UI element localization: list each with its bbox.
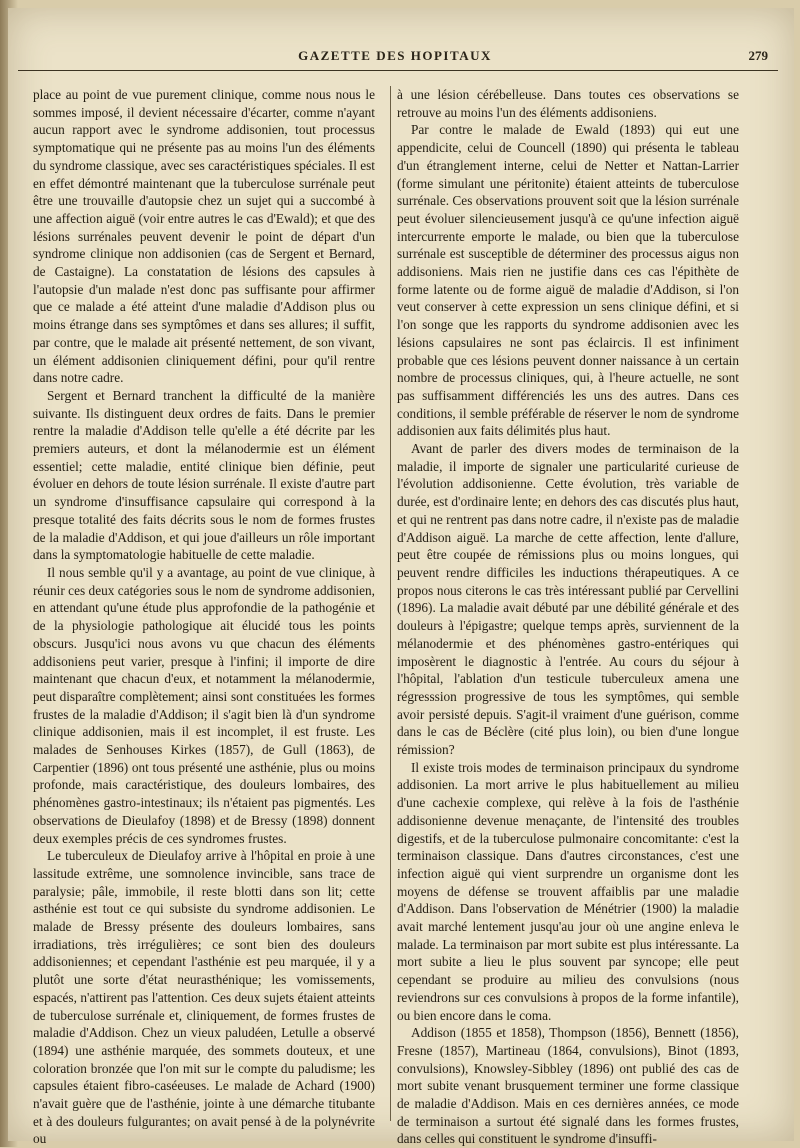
right-column <box>397 86 739 1147</box>
page-header <box>20 38 770 78</box>
left-column <box>33 86 375 1147</box>
paragraph: Le tuberculeux de Dieulafoy arrive à l'hôpital en proie à une lassitude extrême, une somnolence invincible, sans trace de paralysie; pâle, immobile, il reste blotti dans son lit; cette asthénie est tout ce qui subsiste du syndrome addisonien. Le malade de Bressy présente des douleurs lombaires, sans irradiations, très irrégulières; ce sont bien des douleurs addisoniennes; et cependant l'asthénie est peu marquée, il y a plutôt une sorte d'état neurasthénique; les vomissements, espacés, n'attirent pas l'attention. Ces deux sujets étaient atteints de tuberculose surrénale et, cliniquement, de formes frustes de maladie d'Addison. Chez un vieux paludéen, Letulle a observé (1894) une asthénie marquée, des sommets douteux, et une coloration bronzée que l'on mit sur le compte du paludisme; les capsules étaient fibro-caséeuses. Le malade de Achard (1900) n'avait guère que de l'asthénie, jointe à une démarche titubante et à des douleurs fulgurantes; on avait pensé à de la polynévrite ou <box>33 848 375 1147</box>
header-rule <box>18 70 778 71</box>
page-number: 279 <box>748 48 768 63</box>
column-rule <box>390 86 391 1121</box>
running-title: GAZETTE DES HOPITAUX <box>298 48 492 63</box>
paragraph: Il existe trois modes de terminaison principaux du syndrome addisonien. La mort arrive le plus habituellement au milieu d'une cachexie complexe, qui relève à la fois de l'asthénie addisonienne devenue menaçante, de l'intensité des troubles digestifs, et de la tuberculose pulmonaire concomitante: c'est la terminaison classique. Dans d'autres circonstances, c'est une infection aiguë qui vient surprendre un organisme dont les moyens de défense se trouvent affaiblis par une maladie d'Addison. Dans l'observation de Ménétrier (1900) la maladie avait marché lentement jusqu'au jour où une angine enleva le malade. La terminaison par mort subite est plus intéressante. La mort subite a lieu le plus souvent par syncope; elle peut cependant se produire au milieu des convulsions (nous reviendrons sur ces convulsions à propos de la forme infantile), ou bien encore dans le coma. <box>397 759 739 1023</box>
paragraph: Avant de parler des divers modes de terminaison de la maladie, il importe de signaler une particularité curieuse de l'évolution addisonienne. Cette évolution, très variable de durée, est d'ordinaire lente; en dehors des cas discutés plus haut, et qui ne rentrent pas dans notre cadre, il n'existe pas de maladie d'Addison aiguë. La marche de cette affection, lente d'allure, peut être coupée de rémissions plus ou moins longues, qui peuvent rendre difficiles les inductions thérapeutiques. A ce propos nous citerons le cas très intéressant publié par Cervellini (1896). La maladie avait débuté par une débilité générale et des douleurs à l'épigastre; quelque temps après, surviennent de la mélanodermie et des phénomènes gastro-entériques qui imposèrent le diagnostic à l'entrée. Au cours du séjour à l'hôpital, l'ablation d'un testicule tuberculeux amena une régresssion progressive de tous les symptômes, qui semble avoir persisté depuis. S'agit-il vraiment d'une guérison, comme dans le cas de Béclère (cité plus loin), ou bien d'une longue rémission? <box>397 441 739 758</box>
paragraph: Par contre le malade de Ewald (1893) qui eut une appendicite, celui de Councell (1890) qui présenta le tableau d'un étranglement interne, celui de Netter et Nattan-Larrier (forme simulant une péritonite) étaient atteints de tuberculose surrénale. Ces observations prouvent soit que la lésion surrénale peut évoluer silencieusement jusqu'à ce qu'une infection aiguë intercurrente emporte le malade, ou bien que la tuberculose surrénale est susceptible de déterminer des processus aigus non addisoniens. Mais rien ne justifie dans ces cas l'épithète de forme latente ou de forme aiguë de maladie d'Addison, si l'on veut conserver à cette expression un sens clinique défini, et si l'on songe que les rapports du syndrome addisonien avec les lésions capsulaires ne sont pas éclaircis. Il est infiniment probable que ces lésions peuvent donner naissance à un certain nombre de processus cliniques, qui, à l'heure actuelle, ne sont pas suffisamment différenciés les uns des autres. Dans ces conditions, il semble préférable de réserver le nom de syndrome addisonien aux faits délimités plus haut. <box>397 122 739 439</box>
paragraph: à une lésion cérébelleuse. Dans toutes ces observations se retrouve au moins l'un des éléments addisoniens. <box>397 87 739 120</box>
paragraph: Addison (1855 et 1858), Thompson (1856), Bennett (1856), Fresne (1857), Martineau (1864, convulsions), Binot (1893, convulsions), Knowsley-Sibbley (1896) ont publié des cas de mort subite venant brusquement terminer une forme classique de maladie d'Addison. Mais en ces dernières années, ce mode de terminaison a surtout été signalé dans les formes frustes, dans celles qui constituent le syndrome d'insuffi- <box>397 1025 739 1147</box>
paragraph: Il nous semble qu'il y a avantage, au point de vue clinique, à réunir ces deux catégories sous le nom de syndrome addisonien, en attendant qu'une étude plus approfondie de la pathogénie et de la physiologie pathologique ait élucidé tous les points obscurs. Jusqu'ici nous avons vu que chacun des éléments addisoniens peut varier, presque à l'infini; il importe de dire maintenant que chacun d'eux, et notamment la mélanodermie, peut disparaître complètement; ainsi sont constituées les formes frustes de la maladie d'Addison; il s'agit bien là d'un syndrome clinique addisonien, mais il est incomplet, il est fruste. Les malades de Senhouses Kirkes (1857), de Gull (1863), de Carpentier (1896) ont tous présenté une asthénie, plus ou moins profonde, mais caractéristique, des douleurs lombaires, des phénomènes gastro-intestinaux; ils n'étaient pas pigmentés. Les observations de Dieulafoy (1898) et de Bressy (1898) donnent deux exemples précis de ces syndromes frustes. <box>33 564 375 846</box>
paragraph: place au point de vue purement clinique, comme nous nous le sommes imposé, il devient nécessaire d'écarter, comme n'ayant aucun rapport avec le syndrome addisonien, tout processus symptomatique qui ne présente pas au moins l'un des éléments du syndrome classique, avec ses caractéristiques spéciales. Il est en effet démontré maintenant que la tuberculose surrénale peut être une trouvaille d'autopsie chez un sujet qui a succombé à une affection aiguë (voir entre autres le cas d'Ewald); et que des lésions surrénales peuvent devenir le point de départ d'un syndrome clinique non addisonien (cas de Sergent et Bernard, de Castaigne). La constatation de lésions des capsules à l'autopsie d'un malade n'est donc pas suffisante pour affirmer que ce malade a été atteint d'une maladie d'Addison plus ou moins étrange dans ses symptômes et dans ses allures; il suffit, par contre, que le malade ait présenté nettement, de son vivant, un élément addisonien cliniquement défini, pour qu'il rentre dans notre cadre. <box>33 87 375 386</box>
paragraph: Sergent et Bernard tranchent la difficulté de la manière suivante. Ils distinguent deux ordres de faits. Dans le premier rentre la maladie d'Addison telle qu'elle a été décrite par les premiers auteurs, et dont la mélanodermie est un élément essentiel; cette maladie, entité clinique bien définie, peut évoluer en dehors de toute lésion surrénale. Il existe d'autre part un syndrome d'insuffisance capsulaire qui correspond à la presque totalité des faits décrits sous le nom de formes frustes de la maladie d'Addison, et qui joue d'ailleurs un rôle important dans la symptomatologie habituelle de cette maladie. <box>33 387 375 563</box>
